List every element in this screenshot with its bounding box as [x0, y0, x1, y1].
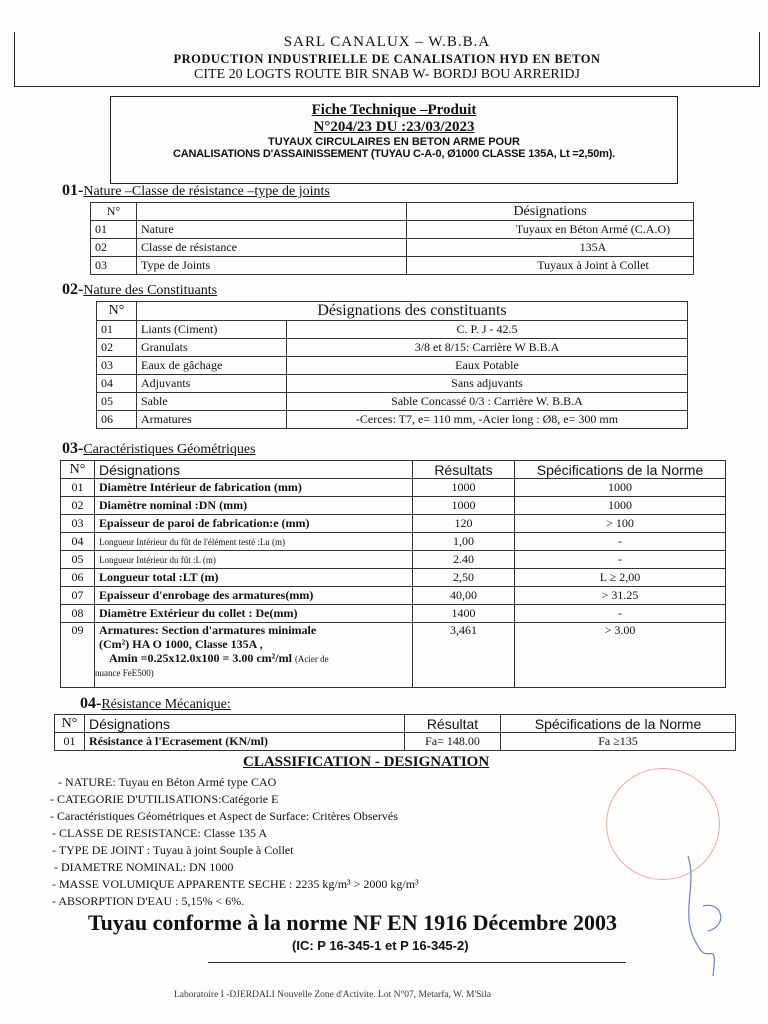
- table-row: [61, 533, 726, 551]
- cell-label: Type de Joints: [137, 257, 407, 275]
- cell-no: 03: [97, 357, 137, 375]
- cell-label: Diamètre nominal :DN (mm): [95, 497, 413, 515]
- table-row: [61, 551, 726, 569]
- classification-line: - ABSORPTION D'EAU : 5,15% < 6%.: [52, 894, 245, 908]
- section-1-heading: [62, 182, 330, 200]
- section-4-title: Résistance Mécanique:: [101, 697, 231, 712]
- table-row: [61, 515, 726, 533]
- cell-no: 05: [97, 393, 137, 411]
- section-4-heading: [80, 695, 231, 713]
- cell-no: 04: [61, 533, 95, 551]
- fiche-box: [110, 96, 678, 184]
- classification-line: - MASSE VOLUMIQUE APPARENTE SECHE : 2235 kg/m³ > 2000 kg/m³: [52, 877, 419, 891]
- cell-no: 02: [91, 239, 137, 257]
- section-2-heading: [62, 281, 217, 299]
- table-row: [97, 357, 688, 375]
- table-header: [91, 203, 694, 221]
- cell-no: 06: [97, 411, 137, 429]
- table-header: [55, 715, 736, 733]
- table-nature: [90, 202, 694, 275]
- col-resultat: Résultat: [405, 715, 501, 733]
- section-2-number: 02-: [62, 281, 84, 298]
- cell-value: Sable Concassé 0/3 : Carrière W. B.B.A: [287, 393, 688, 411]
- table-row: [61, 479, 726, 497]
- cell-label: Longueur Intérieur du fût de l'élément testé :Lu (m): [95, 533, 413, 551]
- table-row: [97, 375, 688, 393]
- cell-value: Tuyaux en Béton Armé (C.A.O): [407, 221, 694, 239]
- section-3-number: 03-: [62, 440, 84, 457]
- col-designations: Désignations: [407, 203, 694, 221]
- classification-title: CLASSIFICATION - DESIGNATION: [243, 754, 490, 770]
- cell-value: Eaux Potable: [287, 357, 688, 375]
- company-activity: PRODUCTION INDUSTRIELLE DE CANALISATION HYD EN BETON: [173, 52, 601, 66]
- col-nature: [137, 203, 407, 221]
- fiche-number: N°204/23 DU :23/03/2023: [313, 119, 475, 135]
- table-row: [91, 239, 694, 257]
- cell-spec: -: [515, 605, 726, 623]
- table-row: [61, 605, 726, 623]
- table-row: [55, 733, 736, 751]
- fiche-line-2: CANALISATIONS D'ASSAINISSEMENT (TUYAU C-A-0, Ø1000 CLASSE 135A, Lt =2,50m).: [172, 148, 616, 160]
- col-no: N°: [61, 461, 95, 479]
- cell-label: Armatures: [137, 411, 287, 429]
- cell-no: 07: [61, 587, 95, 605]
- cell-label: Epaisseur de paroi de fabrication:e (mm): [95, 515, 413, 533]
- cell-label: Diamètre Extérieur du collet : De(mm): [95, 605, 413, 623]
- cell-no: 03: [91, 257, 137, 275]
- classification-line: - CATEGORIE D'UTILISATIONS:Catégorie E: [50, 792, 279, 806]
- table-constituants: [96, 301, 688, 429]
- cell-no: 01: [55, 733, 85, 751]
- cell-label: Nature: [137, 221, 407, 239]
- table-header: [61, 461, 726, 479]
- cell-spec: > 100: [515, 515, 726, 533]
- table-row: [91, 257, 694, 275]
- armatures-line-3: Amin =0.25x12.0x100 = 3.00 cm²/ml: [109, 651, 292, 665]
- cell-result: 3,461: [413, 623, 515, 688]
- cell-label: Epaisseur d'enrobage des armatures(mm): [95, 587, 413, 605]
- col-designations-constituants: Désignations des constituants: [137, 302, 688, 321]
- cell-result: 1,00: [413, 533, 515, 551]
- table-row: [97, 411, 688, 429]
- cell-value: Sans adjuvants: [287, 375, 688, 393]
- cell-result: 1000: [413, 497, 515, 515]
- norm-reference: (IC: P 16-345-1 et P 16-345-2): [292, 938, 469, 953]
- classification-line: - NATURE: Tuyau en Béton Armé type CAO: [58, 775, 277, 789]
- section-1-number: 01-: [62, 182, 84, 199]
- cell-result: 1400: [413, 605, 515, 623]
- table-row: [97, 321, 688, 339]
- classification-line: - DIAMETRE NOMINAL: DN 1000: [54, 860, 234, 874]
- company-header: [14, 32, 760, 87]
- col-designations: Désignations: [85, 715, 405, 733]
- armatures-line-3b: (Acier de: [294, 654, 329, 664]
- cell-value: C. P. J - 42.5: [287, 321, 688, 339]
- cell-no: 04: [97, 375, 137, 393]
- cell-result: Fa= 148.00: [405, 733, 501, 751]
- cell-spec: -: [515, 551, 726, 569]
- cell-label: Classe de résistance: [137, 239, 407, 257]
- armatures-line-4: nuance FeE500): [95, 668, 154, 678]
- table-row: [97, 339, 688, 357]
- classification-line: - Caractéristiques Géométriques et Aspect de Surface: Critères Observés: [50, 809, 398, 823]
- cell-no: 01: [97, 321, 137, 339]
- cell-spec: 1000: [515, 479, 726, 497]
- fiche-line-1: TUYAUX CIRCULAIRES EN BETON ARME POUR: [267, 136, 520, 148]
- col-resultats: Résultats: [413, 461, 515, 479]
- table-row: [61, 569, 726, 587]
- cell-spec: L ≥ 2,00: [515, 569, 726, 587]
- cell-no: 09: [61, 623, 95, 688]
- cell-value: 135A: [407, 239, 694, 257]
- cell-result: 120: [413, 515, 515, 533]
- cell-no: 03: [61, 515, 95, 533]
- cell-no: 08: [61, 605, 95, 623]
- cell-spec: -: [515, 533, 726, 551]
- fiche-title: Fiche Technique –Produit: [311, 102, 477, 118]
- cell-spec: Fa ≥135: [501, 733, 736, 751]
- cell-result: 1000: [413, 479, 515, 497]
- cell-label: Granulats: [137, 339, 287, 357]
- cell-label: Résistance à l'Ecrasement (KN/ml): [85, 733, 405, 751]
- classification-line: - CLASSE DE RESISTANCE: Classe 135 A: [52, 826, 268, 840]
- table-header: [97, 302, 688, 321]
- cell-label: Eaux de gâchage: [137, 357, 287, 375]
- section-3-heading: [62, 440, 256, 458]
- section-1-title: Nature –Classe de résistance –type de joints: [83, 184, 330, 199]
- company-name: SARL CANALUX – W.B.B.A: [283, 34, 491, 50]
- cell-label: Diamètre Intérieur de fabrication (mm): [95, 479, 413, 497]
- table-row: [61, 587, 726, 605]
- cell-spec: 1000: [515, 497, 726, 515]
- armatures-line-1: Armatures: Section d'armatures minimale: [99, 623, 317, 637]
- cell-value: 3/8 et 8/15: Carrière W B.B.A: [287, 339, 688, 357]
- col-no: N°: [97, 302, 137, 321]
- conformity-statement: Tuyau conforme à la norme NF EN 1916 Décembre 2003: [88, 910, 617, 935]
- armatures-line-2: (Cm²) HA O 1000, Classe 135A ,: [99, 637, 263, 651]
- cell-result: 2,50: [413, 569, 515, 587]
- cell-spec: > 3.00: [515, 623, 726, 688]
- table-row: [91, 221, 694, 239]
- table-resistance: [54, 714, 736, 751]
- cell-result: 40,00: [413, 587, 515, 605]
- cell-result: 2.40: [413, 551, 515, 569]
- cell-label: Liants (Ciment): [137, 321, 287, 339]
- cell-label: Longueur total :LT (m): [95, 569, 413, 587]
- cell-label: Longueur Intérieur du fût :L (m): [95, 551, 413, 569]
- footer-address: Laboratoire I -DJERDALI Nouvelle Zone d'Activite. Lot N°07, Metarfa, W. M'Sila: [174, 990, 491, 1000]
- cell-no: 02: [97, 339, 137, 357]
- cell-label: Sable: [137, 393, 287, 411]
- col-specifications: Spécifications de la Norme: [501, 715, 736, 733]
- table-geometriques: [60, 460, 726, 688]
- col-specifications: Spécifications de la Norme: [515, 461, 726, 479]
- section-3-title: Caractéristiques Géométriques: [83, 442, 256, 457]
- col-no: N°: [55, 715, 85, 733]
- table-row-armatures: [61, 623, 726, 688]
- cell-no: 01: [91, 221, 137, 239]
- section-4-number: 04-: [80, 695, 102, 712]
- cell-value: Tuyaux à Joint à Collet: [407, 257, 694, 275]
- cell-no: 06: [61, 569, 95, 587]
- cell-no: 02: [61, 497, 95, 515]
- col-no: N°: [91, 203, 137, 221]
- classification-line: - TYPE DE JOINT : Tuyau à joint Souple à Collet: [52, 843, 294, 857]
- divider: [208, 962, 626, 963]
- section-2-title: Nature des Constituants: [83, 283, 218, 298]
- table-row: [61, 497, 726, 515]
- cell-spec: > 31.25: [515, 587, 726, 605]
- signature-mark: [668, 846, 748, 986]
- col-designations: Désignations: [95, 461, 413, 479]
- cell-label: [95, 623, 413, 688]
- cell-no: 01: [61, 479, 95, 497]
- cell-no: 05: [61, 551, 95, 569]
- table-row: [97, 393, 688, 411]
- cell-label: Adjuvants: [137, 375, 287, 393]
- cell-value: -Cerces: T7, e= 110 mm, -Acier long : Ø8, e= 300 mm: [287, 411, 688, 429]
- company-address: CITE 20 LOGTS ROUTE BIR SNAB W- BORDJ BOU ARRERIDJ: [194, 67, 580, 82]
